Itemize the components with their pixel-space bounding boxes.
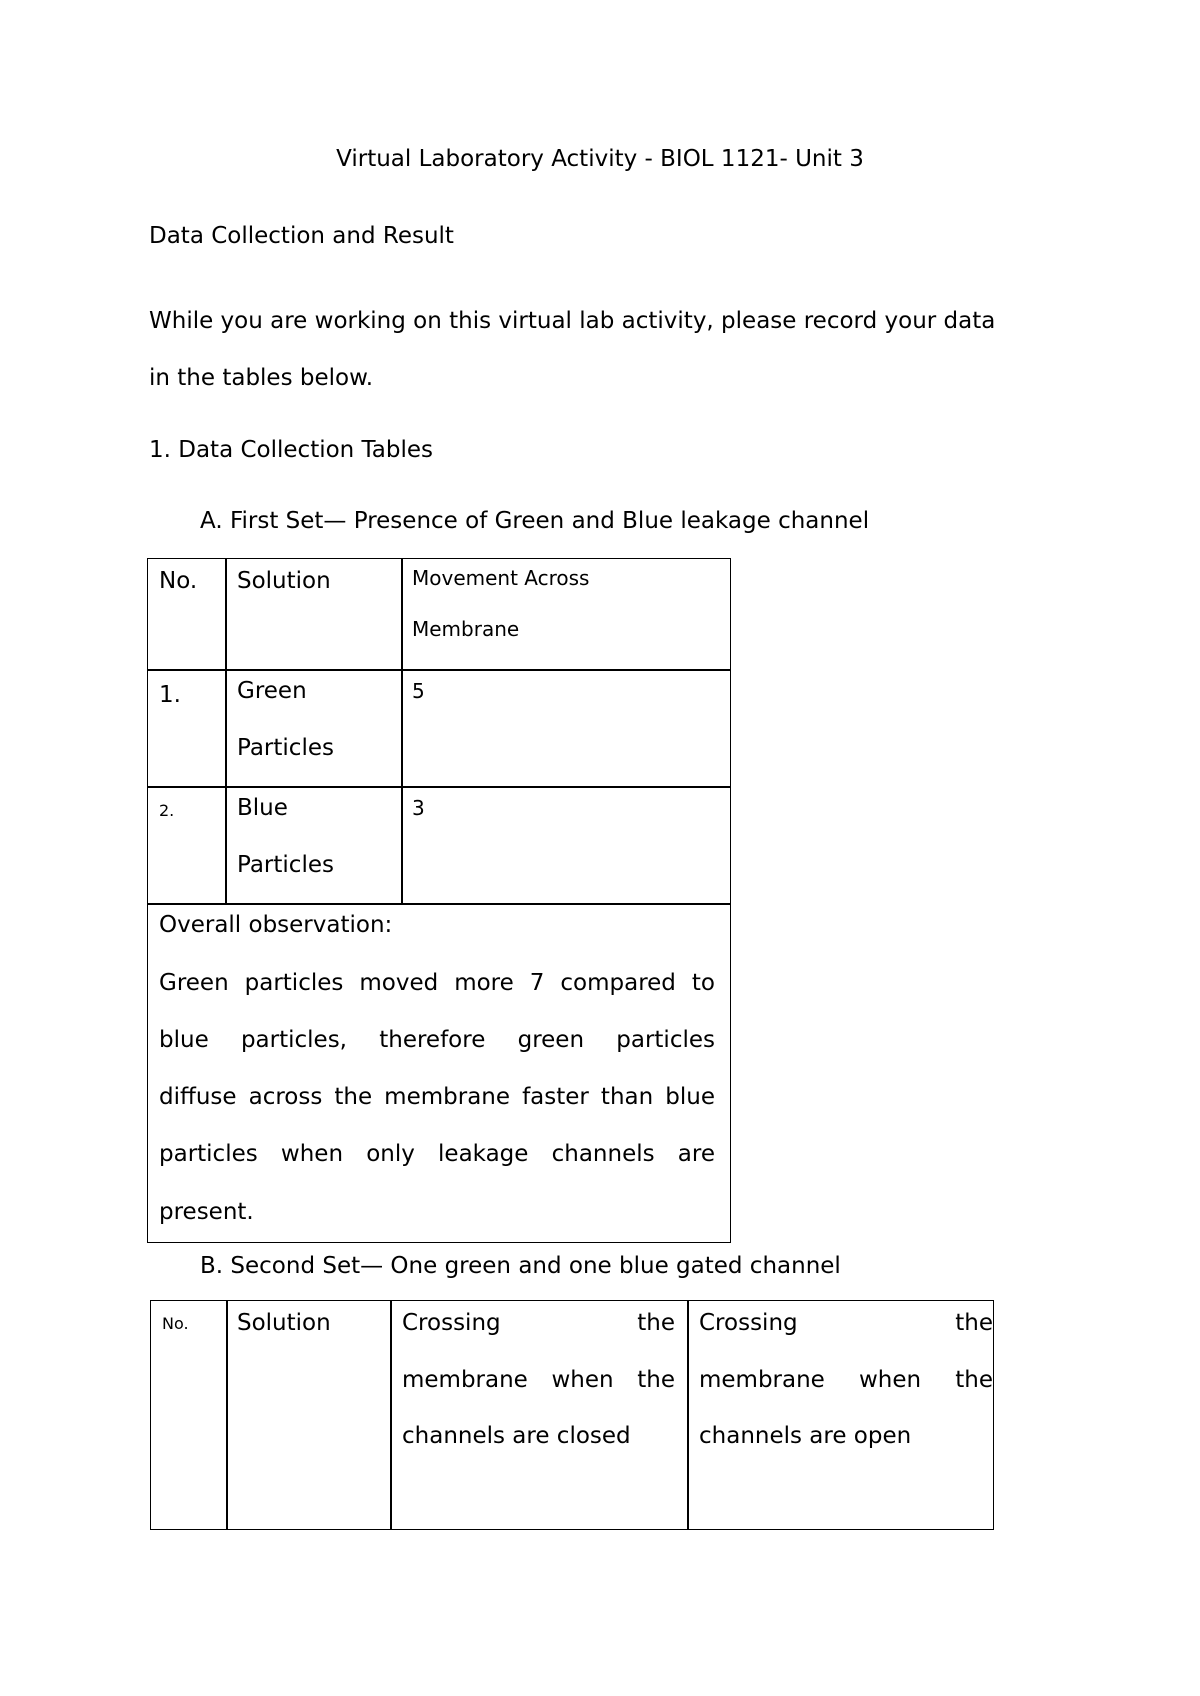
obs-word: leakage (438, 1141, 529, 1167)
header-word: the (637, 1310, 675, 1336)
table-a-row2-solution-line1: Blue (237, 795, 288, 821)
intro-line-2: in the tables below. (149, 365, 374, 391)
obs-word: particles (244, 970, 344, 996)
table-b-header-open-line2 (699, 1352, 993, 1409)
section-heading: Data Collection and Result (149, 223, 454, 249)
obs-word: blue (159, 1027, 209, 1053)
obs-word: particles (616, 1027, 715, 1053)
table-a-row1-solution-line1: Green (237, 678, 307, 704)
obs-word: moved (359, 970, 439, 996)
obs-word: to (691, 970, 715, 996)
table-a-row2-no: 2. (159, 801, 175, 820)
table-b-header-open-line3: channels are open (699, 1423, 912, 1449)
table-b-header-solution: Solution (237, 1310, 331, 1336)
obs-word: diffuse (159, 1084, 237, 1110)
obs-word: the (334, 1084, 373, 1110)
table-first-set (147, 558, 731, 1243)
header-word: the (955, 1367, 993, 1393)
obs-word: than (600, 1084, 654, 1110)
table-a-observation-line4 (159, 1126, 715, 1182)
table-a-row2-solution-line2: Particles (237, 852, 334, 878)
table-a-row1-movement: 5 (412, 679, 425, 703)
header-word: the (637, 1367, 675, 1393)
table-a-row2-movement: 3 (412, 796, 425, 820)
table-a-observation-last: present. (159, 1199, 254, 1225)
header-word: when (551, 1367, 614, 1393)
header-word: membrane (402, 1367, 528, 1393)
obs-word: green (517, 1027, 585, 1053)
obs-word: compared (560, 970, 676, 996)
table-a-row-divider-1 (148, 669, 730, 671)
header-word: Crossing (699, 1310, 798, 1336)
obs-word: membrane (384, 1084, 511, 1110)
table-a-observation-line1 (159, 955, 715, 1011)
table-a-header-movement-line2: Membrane (412, 617, 520, 641)
obs-word: are (677, 1141, 715, 1167)
table-second-set (150, 1300, 994, 1530)
table-a-row1-solution-line2: Particles (237, 735, 334, 761)
set-b-heading: B. Second Set— One green and one blue gated channel (200, 1253, 841, 1279)
header-word: the (955, 1310, 993, 1336)
obs-word: more (454, 970, 514, 996)
obs-word: particles, (240, 1027, 347, 1053)
obs-word: particles (159, 1141, 258, 1167)
obs-word: channels (551, 1141, 655, 1167)
obs-word: Green (159, 970, 229, 996)
table-a-row1-no: 1. (159, 682, 181, 708)
table-a-header-solution: Solution (237, 568, 331, 594)
table-b-header-open-line1 (699, 1295, 993, 1352)
obs-word: faster (522, 1084, 589, 1110)
header-word: Crossing (402, 1310, 501, 1336)
table-b-header-no: No. (162, 1314, 189, 1333)
subsection-heading: 1. Data Collection Tables (149, 437, 434, 463)
table-a-col-divider-1 (225, 559, 227, 903)
table-a-observation-line2 (159, 1012, 715, 1068)
table-a-row-divider-2 (148, 786, 730, 788)
obs-word: across (248, 1084, 323, 1110)
document-title: Virtual Laboratory Activity - BIOL 1121- Unit 3 (336, 146, 864, 172)
header-word: when (858, 1367, 922, 1393)
table-a-header-no: No. (159, 568, 198, 594)
table-b-header-closed-line1 (402, 1295, 675, 1352)
table-a-observation-label: Overall observation: (159, 912, 393, 938)
obs-word: blue (665, 1084, 715, 1110)
header-word: membrane (699, 1367, 825, 1393)
set-a-heading: A. First Set— Presence of Green and Blue leakage channel (200, 508, 870, 534)
obs-word: 7 (529, 970, 545, 996)
obs-word: only (366, 1141, 415, 1167)
table-a-col-divider-2 (401, 559, 403, 903)
intro-line-1: While you are working on this virtual lab activity, please record your data (149, 308, 996, 334)
table-b-col-divider-2 (390, 1301, 392, 1529)
table-a-header-movement-line1: Movement Across (412, 566, 590, 590)
table-b-col-divider-3 (687, 1301, 689, 1529)
obs-word: therefore (379, 1027, 486, 1053)
table-b-col-divider-1 (226, 1301, 228, 1529)
table-b-header-closed-line3: channels are closed (402, 1423, 631, 1449)
table-a-observation-line3 (159, 1069, 715, 1125)
table-b-header-closed-line2 (402, 1352, 675, 1409)
obs-word: when (280, 1141, 344, 1167)
